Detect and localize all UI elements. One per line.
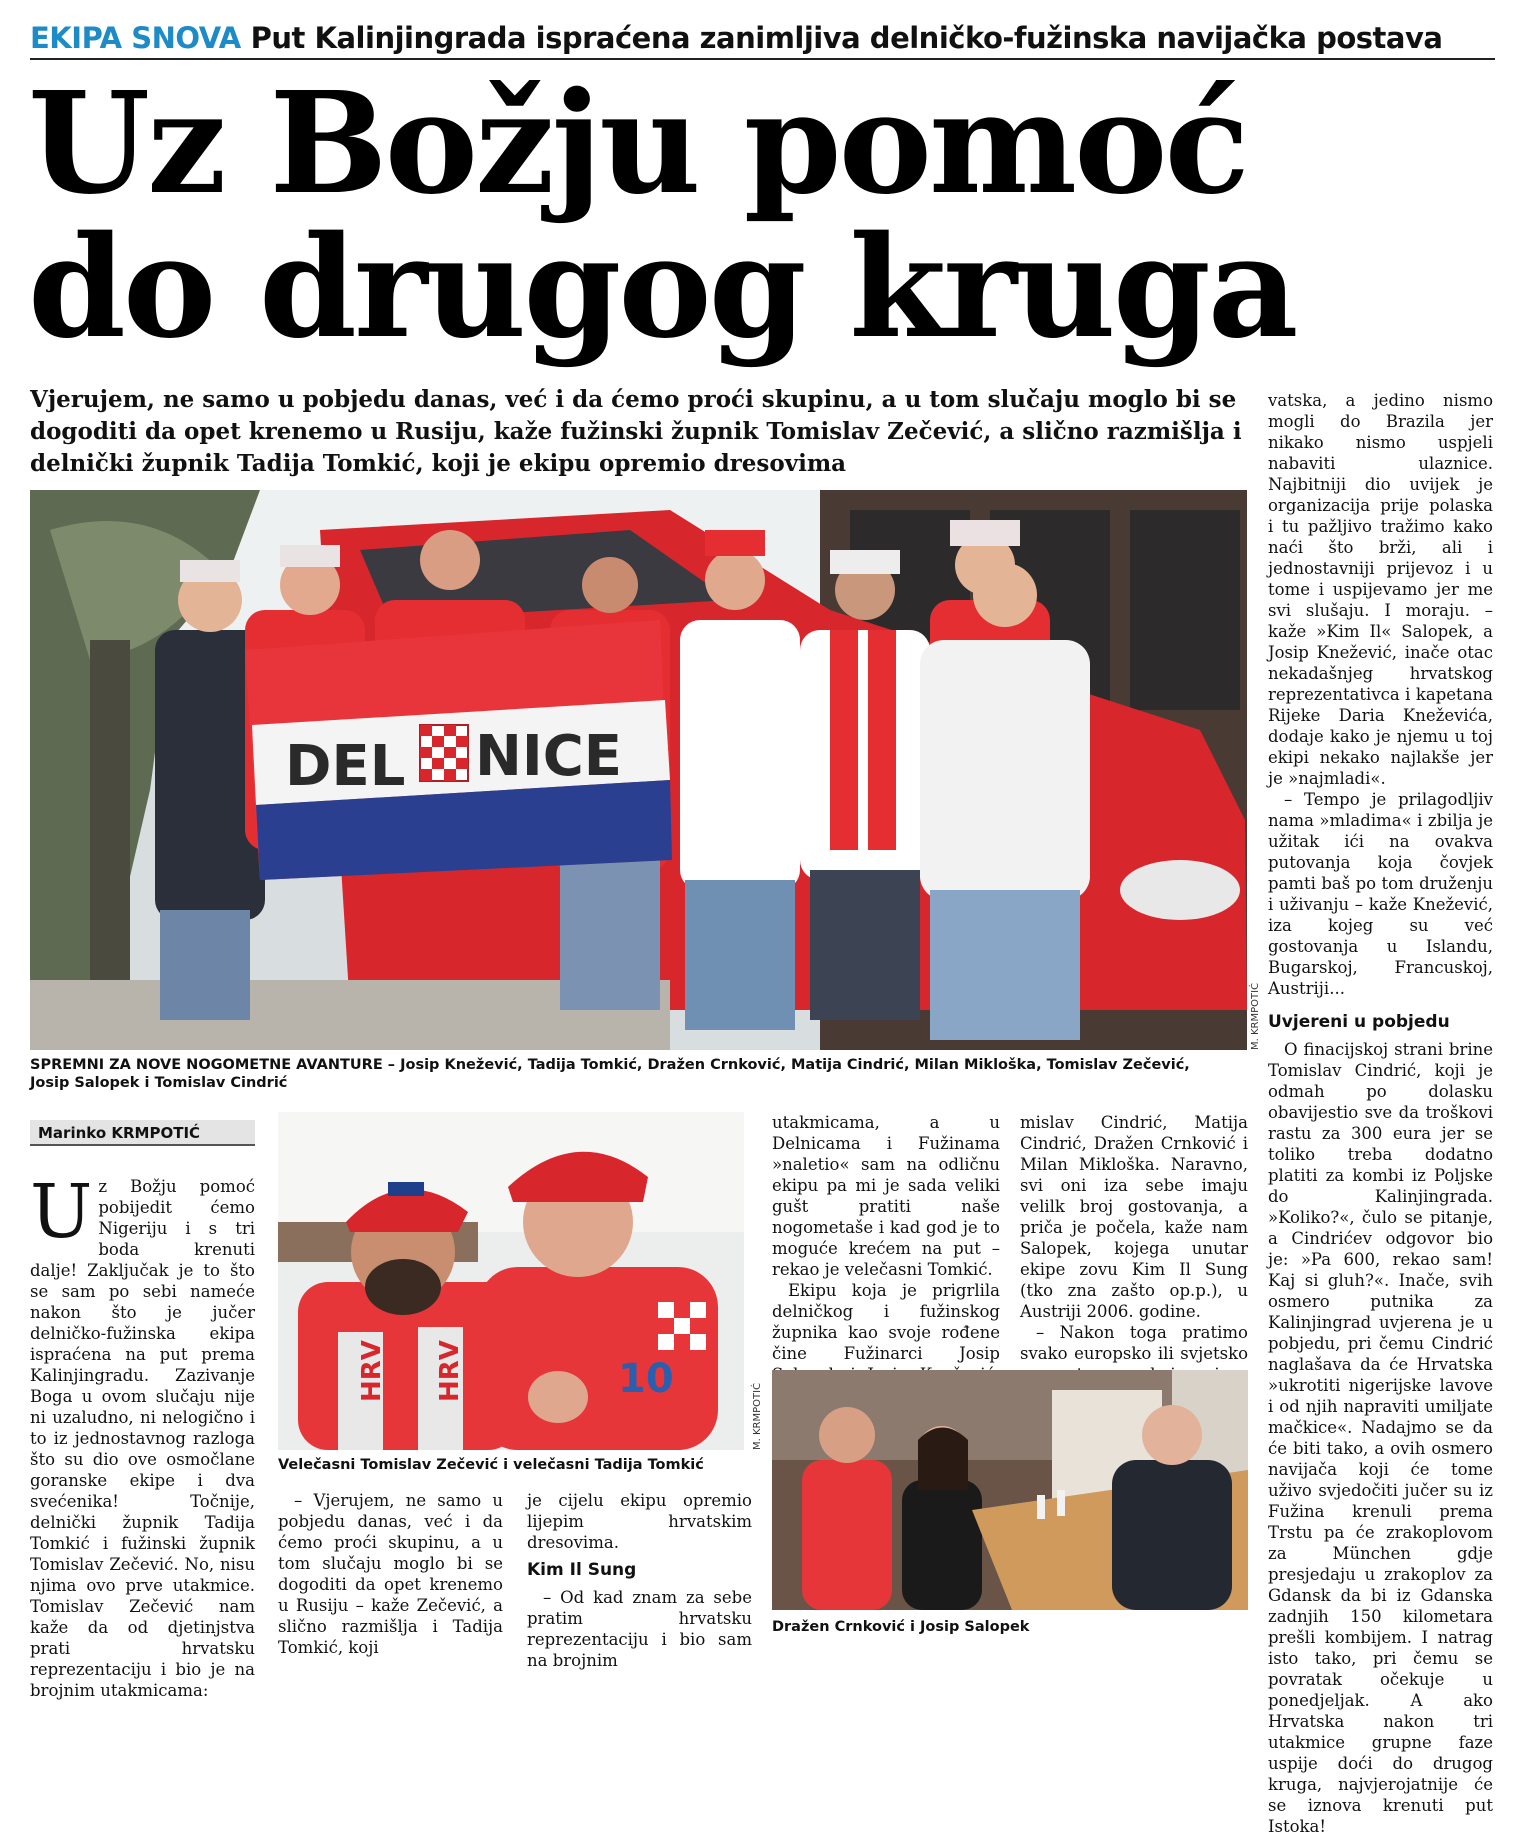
column-5 (1020, 1112, 1248, 1406)
drop-cap: U (30, 1169, 93, 1255)
delnice-flag (245, 620, 672, 880)
column-5-p2: – Nakon toga pratimo svako europsko ili svjetsko (1020, 1323, 1248, 1363)
priests-photo-credit: M. KRMPOTIĆ (752, 1382, 763, 1450)
right-column-p2: – Tempo je prilagodljiv nama »mladima« i zbilja je užitak ići na ovakva putovanja koja čovjek pamti baš po tom druženju i uživanju – kaže Knežević, iza kojeg su već gostovanja u Islandu, Bugarskoj, Francuskoj, Austriji... (1268, 790, 1493, 998)
column-2 (278, 1490, 503, 1658)
column-3-p2: – Od kad znam za sebe pratim hrvatsku reprezentaciju i bio sam na brojnim (527, 1588, 752, 1670)
flag-text-right: NICE (475, 724, 623, 789)
bar-photo-caption: Dražen Crnković i Josip Salopek (772, 1619, 1030, 1635)
subhead-kim-il-sung: Kim Il Sung (527, 1560, 637, 1580)
column-5-p1: mislav Cindrić, Matija Cindrić, Dražen Crnković i Milan Mikloška. Naravno, svi oni iza sebe imaju velilk broj gostovanja, a priča je počela, kaže nam Salopek, kojega unutar ekipe zovu Kim Il Sung (tko zna zašto op.p.), u Austriji 2006. godine. (1020, 1113, 1248, 1321)
column-3 (527, 1490, 752, 1671)
column-1 (30, 1169, 255, 1700)
right-column-p1: vatska, a jedino nismo mogli do Brazila jer nikako nismo uspjeli nabaviti ulaznice. Najbitniji dio uvijek je organizacija prije polaska i tu pažljivo tražimo kako naći što brži, ali i jednostavniji prijevoz i u tome i uspijevamo jer me svi slušaju. I moraju. – kaže »Kim Il« Salopek, a Josip Knežević, inače otac nekadašnjeg hrvatskog reprezentativca i kapetana Rijeke Daria Kneževića, dodaje kako je njemu u toj ekipi nekako najlakše jer je »najmladi«. (1268, 391, 1493, 788)
bar-photo-illustration (772, 1370, 1248, 1610)
priests-photo-illustration (278, 1112, 744, 1450)
headline-line-1: Uz Božju pomoć (28, 62, 1247, 226)
column-1-text: z Božju pomoć pobijedit ćemo Nigeriju i s tri boda krenuti dalje! Zaključak je to što se sam po sebi nameće nakon što je jučer delničko-fužinska ekipa ispraćena na put prema Kalinjingradu. Zazivanje Boga u ovom slučaju nije ni uzaludno, ni nelogično i to iz jednostavnog razloga što su dio ove osmočlane goranske ekipe i dva svećenika! Točnije, delnički župnik Tadija Tomkić i fužinski župnik Tomislav Zečević. No, nisu njima ovo prve utakmice. Tomislav Zečević nam kaže da od djetinjstva prati hrvatsku reprezentaciju i bio je na brojnim utakmicama: (30, 1177, 255, 1700)
scarf-text-1: HRV (357, 1340, 387, 1402)
kicker (30, 18, 1495, 60)
column-3-p1: je cijelu ekipu opremio lijepim hrvatskim dresovima. (527, 1491, 752, 1552)
author-byline: Marinko KRMPOTIĆ (30, 1120, 255, 1146)
main-photo-illustration (30, 490, 1247, 1050)
flag-text-left: DEL (285, 734, 406, 799)
kicker-label: EKIPA SNOVA (30, 21, 241, 55)
subhead-uvjereni: Uvjereni u pobjedu (1268, 1012, 1450, 1032)
priests-photo (278, 1112, 744, 1450)
kicker-text: Put Kalinjingrada ispraćena zanimljiva delničko-fužinska navijačka postava (250, 21, 1443, 55)
svg-text:10: 10 (618, 1356, 674, 1402)
column-4 (772, 1112, 1000, 1406)
right-column (1268, 390, 1493, 1836)
headline-line-2: do drugog kruga (28, 206, 1296, 370)
main-photo-credit: M. KRMPOTIĆ (1250, 982, 1261, 1050)
column-2-text: – Vjerujem, ne samo u pobjedu danas, već i da ćemo proći skupinu, a u tom slučaju moglo bi se dogoditi da opet krenemo u Rusiju – kaže Zečević, a slično razmišlja i Tadija Tomkić, koji (278, 1491, 503, 1657)
right-column-p3: O finacijskoj strani brine Tomislav Cindrić, koji je odmah po dolasku obavijestio sve da troškovi rastu za 300 eura jer se toliko treba dodatno platiti za kombi iz Poljske do Kalinjingrada. »Koliko?«, čulo se pitanje, a Cindrićev odgovor bio je: »Pa 600, rekao sam! Kaj si gluh?«. Inače, svih osmero putnika za Kalinjingrad uvjerena je u pobjedu, pri čemu Cindrić naglašava da će Hrvatska »ukrotiti nigerijske lavove i od njih napraviti umiljate mačkice«. Nadajmo se da će biti tako, a ovih osmero navijača koji će tome uživo svjedočiti jučer su iz Fužina krenuli prema Trstu pa će zrakoplovom za München gdje presjedaju u zrakoplov za Gdansk da bi iz Gdanska zadnjih 150 kilometara prešli kombijem. I natrag isto tako, pri čemu se povratak očekuje u ponedjeljak. A ako Hrvatska nakon tri utakmice grupne faze uspije doći do drugog kruga, najvjerojatnije će se iznova krenuti put Istoka! (1268, 1040, 1493, 1836)
bar-photo (772, 1370, 1248, 1610)
column-4-p1: utakmicama, a u Delnicama i Fužinama »naletio« sam na odličnu ekipu pa mi je sada veliki gušt pratiti naše nogometaše i kad god je to moguće krećem na put – rekao je velečasni Tomkić. (772, 1113, 1000, 1279)
main-photo (30, 490, 1247, 1050)
headline (28, 62, 1498, 370)
priests-photo-caption: Velečasni Tomislav Zečević i velečasni Tadija Tomkić (278, 1457, 704, 1473)
lead-paragraph: Vjerujem, ne samo u pobjedu danas, već i da ćemo proći skupinu, a u tom slučaju moglo bi se dogoditi da opet krenemo u Rusiju, kaže fužinski župnik Tomislav Zečević, a slično razmišlja i delnički župnik Tadija Tomkić, koji je ekipu opremio dresovima (30, 386, 1242, 477)
column-4-p2: Ekipu koja je prigrlila delničkog i fužinskog župnika kao svoje rođene čine Fužinarci Josip (772, 1281, 1000, 1363)
main-photo-caption: SPREMNI ZA NOVE NOGOMETNE AVANTURE – Josip Knežević, Tadija Tomkić, Dražen Crnković, Matija Cindrić, Milan Mikloška, Tomislav Zečević, Josip Salopek i Tomislav Cindrić (30, 1057, 1190, 1091)
scarf-text-2: HRV (435, 1340, 465, 1402)
